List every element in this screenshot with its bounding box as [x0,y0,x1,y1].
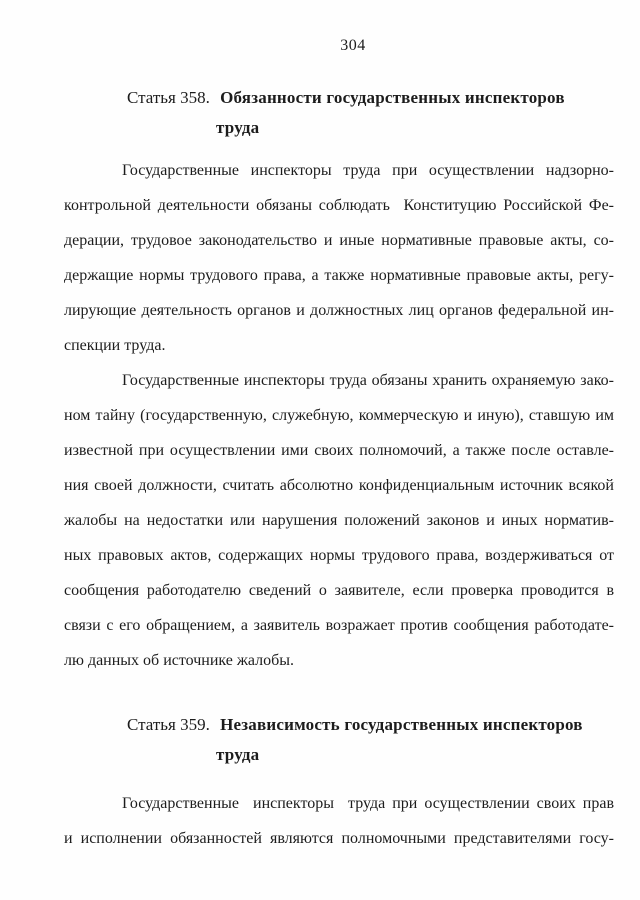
text-line: Государственные инспекторы труда при осуществлении своих прав [122,795,614,812]
text-line: спекции труда. [64,337,166,354]
article-358-title: Обязанности государственных инспекторов [220,88,565,107]
text-line: Государственные инспекторы труда обязаны хранить охраняемую зако- [122,372,614,389]
paragraph [64,363,614,678]
text-line: дерации, трудовое законодательство и иные нормативные правовые акты, со- [64,232,614,249]
article-359-heading [64,710,614,770]
article-358-label: Статья 358. [127,88,210,107]
article-heading-line [64,710,614,740]
text-line: связи с его обращением, а заявитель возражает против сообщения работодате- [64,617,614,634]
text-line: ном тайну (государственную, служебную, коммерческую и иную), ставшую им [64,407,614,424]
text-line: и исполнении обязанностей являются полномочными представителями госу- [64,830,614,847]
text-line: лирующие деятельность органов и должностных лиц органов федеральной ин- [64,302,614,319]
text-line: контрольной деятельности обязаны соблюдать Конституцию Российской Фе- [64,197,614,214]
text-line: сообщения работодателю сведений о заявителе, если проверка проводится в [64,582,614,599]
text-line: ния своей должности, считать абсолютно конфиденциальным источник всякой [64,477,614,494]
text-line: жалобы на недостатки или нарушения положений законов и иных норматив- [64,512,614,529]
article-358-title-wrap: труда [216,118,260,137]
article-358-heading [64,83,614,143]
article-359-title-wrap: труда [216,745,260,764]
page-number: 304 [340,37,366,54]
article-heading-line [64,83,614,113]
text-line: ных правовых актов, содержащих нормы трудового права, воздерживаться от [64,547,614,564]
text-line: Государственные инспекторы труда при осуществлении надзорно- [122,162,614,179]
article-359-title: Независимость государственных инспекторов [220,715,583,734]
article-359 [64,710,614,856]
paragraph [64,786,614,856]
text-line: известной при осуществлении ими своих полномочий, а также после оставле- [64,442,614,459]
text-line: держащие нормы трудового права, а также нормативные правовые акты, регу- [64,267,614,284]
text-line: лю данных об источнике жалобы. [64,652,295,669]
paragraph [64,153,614,363]
article-359-label: Статья 359. [127,715,210,734]
article-358 [64,83,614,678]
